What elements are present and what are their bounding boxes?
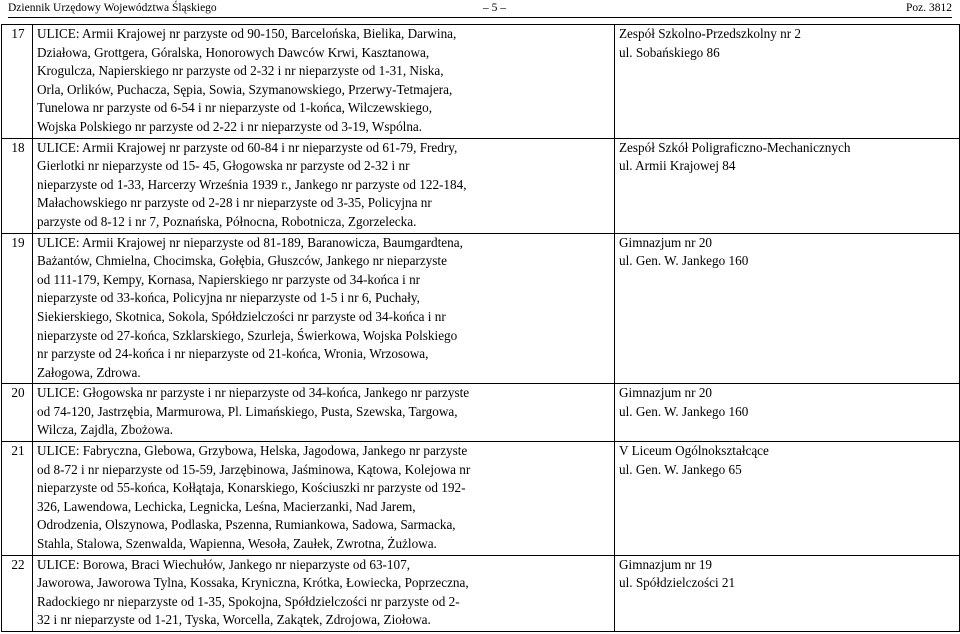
table-row: [2, 384, 960, 442]
position-number: Poz. 3812: [906, 2, 952, 14]
street-list-line: Jaworowa, Jaworowa Tylna, Kossaka, Kryniczna, Krótka, Łowiecka, Poprzeczna,: [37, 575, 469, 591]
street-list-line: Wojska Polskiego nr parzyste od 2-22 i nr nieparzyste od 3-19, Wspólna.: [37, 118, 423, 134]
street-list-line: nr parzyste od 24-końca i nr nieparzyste od 21-końca, Wronia, Wrzosowa,: [37, 346, 429, 362]
street-list-line: ULICE: Armii Krajowej nr nieparzyste od 81-189, Baranowicza, Baumgardtena,: [37, 234, 463, 250]
street-list-line: ULICE: Fabryczna, Glebowa, Grzybowa, Helska, Jagodowa, Jankego nr parzyste: [37, 443, 468, 459]
street-list-line: 326, Lawendowa, Lechicka, Legnicka, Leśna, Macierzanki, Nad Jarem,: [37, 498, 416, 514]
street-list-line: ULICE: Głogowska nr parzyste i nr nieparzyste od 34-końca, Jankego nr parzyste: [37, 385, 470, 401]
row-number: 20: [2, 384, 33, 442]
street-list: [33, 442, 615, 556]
page-header: [8, 0, 952, 18]
street-list-line: Odrodzenia, Olszynowa, Podlaska, Pszenna, Rumiankowa, Sadowa, Sarmacka,: [37, 517, 456, 533]
table-row: [2, 138, 960, 233]
school-name: Zespół Szkół Poligraficzno-Mechanicznych: [619, 139, 851, 155]
street-list-line: 32 i nr nieparzyste od 1-21, Tyska, Worcella, Zakątek, Zdrojowa, Ziołowa.: [37, 612, 431, 628]
street-list-line: Wilcza, Zajdla, Zbożowa.: [37, 422, 174, 438]
school-address: ul. Gen. W. Jankego 160: [619, 253, 749, 269]
school-address: ul. Armii Krajowej 84: [619, 158, 736, 174]
table-body: [2, 25, 960, 632]
street-list-line: ULICE: Armii Krajowej nr parzyste od 90-150, Barcelońska, Bielika, Darwina,: [37, 26, 457, 41]
row-number: 22: [2, 555, 33, 631]
row-number: 18: [2, 138, 33, 233]
page-number: – 5 –: [483, 2, 506, 14]
school-name: Gimnazjum nr 20: [619, 385, 713, 401]
street-list-line: Gierlotki nr nieparzyste od 15- 45, Głogowska nr parzyste od 2-32 i nr: [37, 158, 410, 174]
street-list-line: Bażantów, Chmielna, Chocimska, Gołębia, Głuszców, Jankego nr nieparzyste: [37, 253, 447, 269]
header-divider: [8, 17, 952, 18]
street-list-line: od 8-72 i nr nieparzyste od 15-59, Jarzębinowa, Jaśminowa, Kątowa, Kolejowa nr: [37, 461, 471, 477]
assigned-school: [615, 138, 960, 233]
journal-title: Dziennik Urzędowy Województwa Śląskiego: [8, 2, 217, 14]
row-number: 17: [2, 25, 33, 139]
school-name: Gimnazjum nr 20: [619, 234, 713, 250]
table-row: [2, 555, 960, 631]
school-name: Gimnazjum nr 19: [619, 556, 713, 572]
street-list-line: Załogowa, Zdrowa.: [37, 364, 141, 380]
street-list: [33, 555, 615, 631]
school-name: V Liceum Ogólnokształcące: [619, 443, 769, 459]
assigned-school: [615, 442, 960, 556]
street-list-line: nieparzyste od 55-końca, Kołłątaja, Konarskiego, Kościuszki nr parzyste od 192-: [37, 480, 466, 496]
street-list-line: nieparzyste od 33-końca, Policyjna nr nieparzyste od 1-5 i nr 6, Puchały,: [37, 290, 420, 306]
street-list: [33, 384, 615, 442]
school-address: ul. Sobańskiego 86: [619, 44, 720, 60]
street-list: [33, 233, 615, 384]
street-list: [33, 25, 615, 139]
street-list-line: nieparzyste od 1-33, Harcerzy Września 1939 r., Jankego nr parzyste od 122-184,: [37, 176, 467, 192]
street-list-line: Siekierskiego, Skotnica, Sokola, Spółdzielczości nr parzyste od 34-końca i nr: [37, 308, 446, 324]
street-list-line: nieparzyste od 27-końca, Szklarskiego, Szurleja, Świerkowa, Wojska Polskiego: [37, 327, 458, 343]
street-list-line: parzyste od 8-12 i nr 7, Poznańska, Północna, Robotnicza, Zgorzelecka.: [37, 213, 417, 229]
street-list-line: Krogulcza, Napierskiego nr parzyste od 2-32 i nr nieparzyste od 1-31, Niska,: [37, 63, 444, 79]
street-list: [33, 138, 615, 233]
row-number: 19: [2, 233, 33, 384]
street-list-line: ULICE: Armii Krajowej nr parzyste od 60-84 i nr nieparzyste od 61-79, Fredry,: [37, 139, 458, 155]
street-list-line: Orla, Orlików, Puchacza, Sępia, Sowia, Szymanowskiego, Przerwy-Tetmajera,: [37, 81, 453, 97]
street-list-line: ULICE: Borowa, Braci Wiechułów, Jankego nr nieparzyste od 63-107,: [37, 556, 411, 572]
table-row: [2, 442, 960, 556]
assigned-school: [615, 555, 960, 631]
school-district-table: [1, 24, 960, 632]
street-list-line: Małachowskiego nr parzyste od 2-28 i nr nieparzyste od 3-35, Policyjna nr: [37, 195, 432, 211]
street-list-line: Radockiego nr nieparzyste od 1-35, Spokojna, Spółdzielczości nr parzyste od 2-: [37, 593, 460, 609]
school-name: Zespół Szkolno-Przedszkolny nr 2: [619, 26, 802, 41]
table-row: [2, 233, 960, 384]
assigned-school: [615, 25, 960, 139]
street-list-line: od 74-120, Jastrzębia, Marmurowa, Pl. Limańskiego, Pusta, Szewska, Targowa,: [37, 403, 458, 419]
assigned-school: [615, 233, 960, 384]
row-number: 21: [2, 442, 33, 556]
street-list-line: Stahla, Stalowa, Szenwalda, Wapienna, Wesoła, Zaułek, Zwrotna, Żużlowa.: [37, 536, 437, 552]
school-address: ul. Spółdzielczości 21: [619, 575, 736, 591]
assigned-school: [615, 384, 960, 442]
table-row: [2, 25, 960, 139]
street-list-line: od 111-179, Kempy, Kornasa, Napierskiego nr parzyste od 34-końca i nr: [37, 271, 421, 287]
street-list-line: Działowa, Grottgera, Góralska, Honorowych Dawców Krwi, Kasztanowa,: [37, 44, 430, 60]
school-address: ul. Gen. W. Jankego 65: [619, 461, 742, 477]
school-address: ul. Gen. W. Jankego 160: [619, 403, 749, 419]
street-list-line: Tunelowa nr parzyste od 6-54 i nr nieparzyste od 1-końca, Wilczewskiego,: [37, 100, 432, 116]
